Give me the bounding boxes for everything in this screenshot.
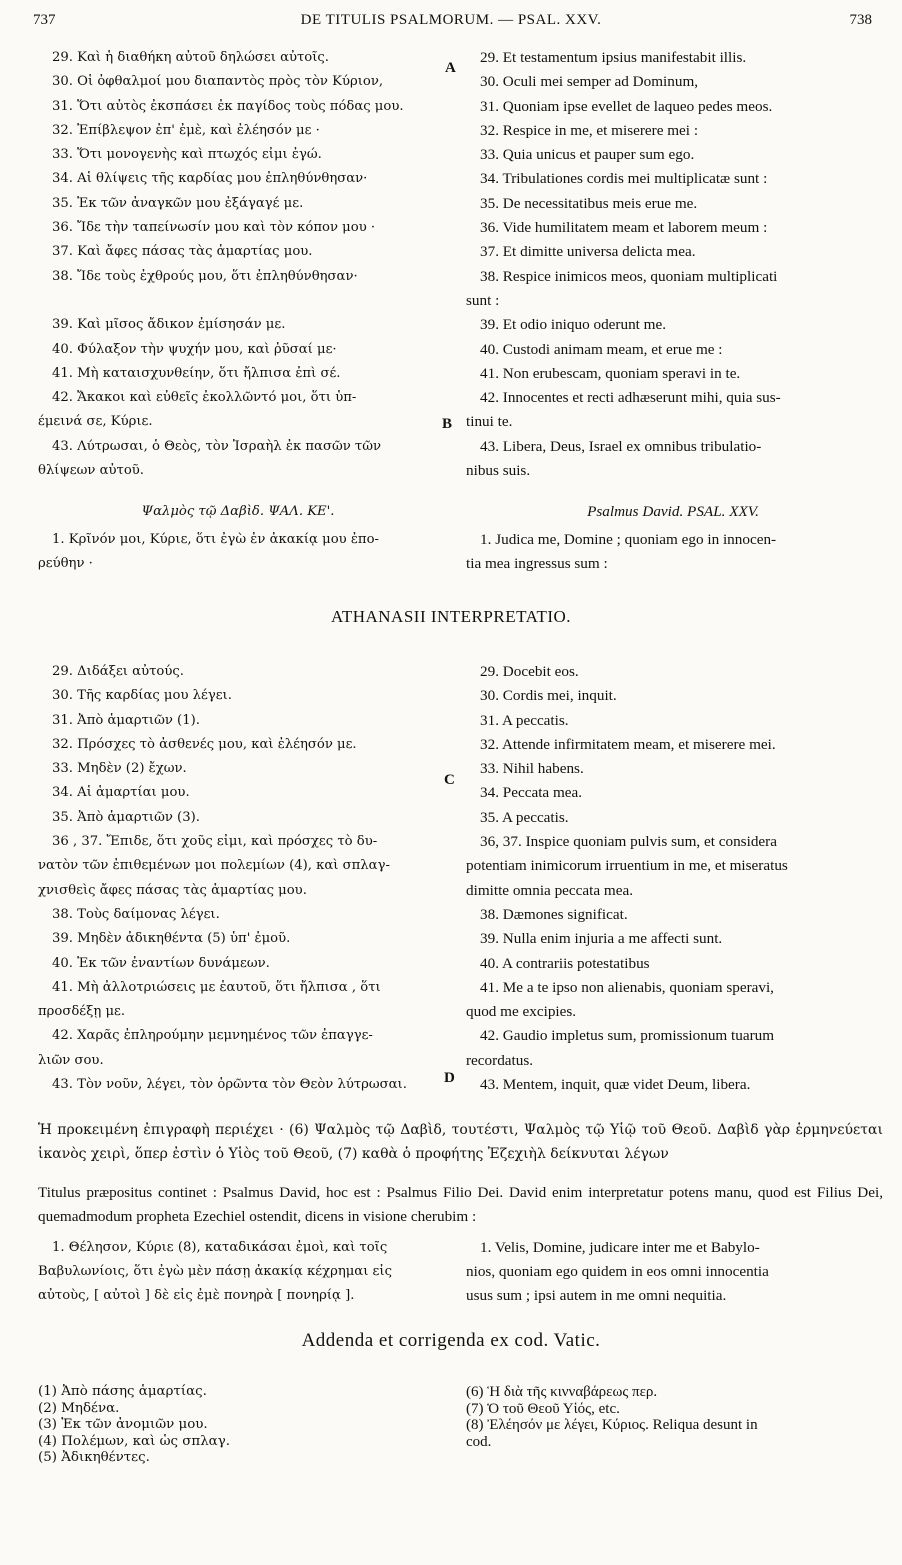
text-line: 43. Λύτρωσαι, ὁ Θεὸς, τὸν Ἰσραὴλ ἐκ πασῶν τῶν: [52, 438, 381, 454]
text-line: 32. Attende infirmitatem meam, et miserere mei.: [480, 735, 776, 753]
text-line: 34. Αἱ θλίψεις τῆς καρδίας μου ἐπληθύνθησαν·: [52, 171, 368, 187]
text-line: 32. Πρόσχες τὸ ἀσθενές μου, καὶ ἐλέησόν με.: [52, 736, 357, 752]
text-line: 43. Libera, Deus, Israel ex omnibus tribulatio-: [480, 437, 762, 455]
text-line: 35. Ἀπὸ ἁμαρτιῶν (3).: [52, 809, 200, 825]
text-line: 43. Τὸν νοῦν, λέγει, τὸν ὁρῶντα τὸν Θεὸν λύτρωσαι.: [52, 1077, 407, 1093]
interpretation-greek-column: [38, 660, 438, 1097]
text-line: nibus suis.: [466, 462, 531, 480]
text-line: 32. Ἐπίβλεψον ἐπ' ἐμὲ, καὶ ἐλέησόν με ·: [52, 122, 320, 138]
section-title: ATHANASII INTERPRETATIO.: [330, 607, 572, 626]
margin-marker-b: B: [442, 416, 453, 432]
text-line: 39. Et odio iniquo oderunt me.: [480, 316, 667, 334]
text-line: (4) Πολέμων, καὶ ὡς σπλαγ.: [38, 1433, 230, 1449]
text-line: (1) Ἀπὸ πάσης ἁμαρτίας.: [38, 1384, 207, 1399]
text-line: 40. Custodi animam meam, et erue me :: [480, 340, 723, 358]
addenda-title: Addenda et corrigenda ex cod. Vatic.: [301, 1330, 601, 1351]
text-line: 42. Ἄκακοι καὶ εὐθεῖς ἐκολλῶντό μοι, ὅτι ὑπ-: [52, 390, 357, 406]
text-line: 34. Tribulationes cordis mei multiplicatæ sunt :: [480, 170, 768, 188]
text-line: 1. Θέλησον, Κύριε (8), καταδικάσαι ἐμοὶ, καὶ τοῖς: [52, 1240, 388, 1255]
text-line: έμεινά σε, Κύριε.: [38, 414, 153, 430]
text-line: [38, 289, 438, 313]
text-line: 40. Ἐκ τῶν ἐναντίων δυνάμεων.: [52, 955, 270, 971]
margin-marker-d: D: [444, 1070, 455, 1086]
text-line: (8) Ἐλέησόν με λέγει, Κύριος. Reliqua desunt in: [466, 1417, 758, 1433]
text-line: 37. Καὶ ἄφες πάσας τὰς ἁμαρτίας μου.: [52, 244, 313, 260]
text-line: 33. Nihil habens.: [480, 760, 584, 778]
text-line: 41. Me a te ipso non alienabis, quoniam speravi,: [480, 978, 774, 996]
text-line: 31. Quoniam ipse evellet de laqueo pedes meos.: [480, 97, 773, 115]
text-line: 40. Φύλαξον τὴν ψυχήν μου, καὶ ῥῦσαί με·: [52, 341, 337, 357]
text-line: 34. Peccata mea.: [480, 784, 583, 802]
text-line: 1. Judica me, Domine ; quoniam ego in innocen-: [480, 531, 777, 548]
text-line: 37. Et dimitte universa delicta mea.: [480, 243, 696, 261]
text-line: 30. Oculi mei semper ad Dominum,: [480, 73, 699, 91]
text-line: 31. Ἀπὸ ἁμαρτιῶν (1).: [52, 712, 200, 728]
text-line: (2) Μηδένα.: [38, 1400, 120, 1416]
margin-marker-a: A: [445, 60, 456, 76]
running-title: DE TITULIS PSALMORUM. — PSAL. XXV.: [300, 12, 602, 28]
text-line: 42. Χαρᾶς ἐπληρούμην μεμνημένος τῶν ἐπαγγε-: [52, 1028, 373, 1044]
text-line: 30. Τῆς καρδίας μου λέγει.: [52, 688, 232, 704]
text-line: dimitte omnia peccata mea.: [466, 881, 633, 899]
text-line: 1. Velis, Domine, judicare inter me et Babylo-: [480, 1239, 760, 1256]
psalm-latin-column: [466, 46, 880, 483]
final-verse-greek: [38, 1236, 438, 1308]
text-line: 42. Gaudio impletus sum, promissionum tuarum: [480, 1027, 775, 1045]
page-number-left: 737: [33, 12, 56, 28]
text-line: χνισθεὶς ἄφες πάσας τὰς ἁμαρτίας μου.: [38, 882, 307, 898]
text-line: 38. Dæmones significat.: [480, 905, 628, 923]
text-line: 38. Respice inimicos meos, quoniam multiplicati: [480, 267, 778, 285]
final-verse-latin: [466, 1236, 880, 1308]
footnotes-right: [466, 1384, 880, 1450]
text-line: 33. Μηδὲν (2) ἔχων.: [52, 761, 187, 777]
text-line: νατὸν τῶν ἐπιθεμένων μοι πολεμίων (4), καὶ σπλαγ-: [38, 858, 390, 874]
text-line: 39. Nulla enim injuria a me affecti sunt.: [480, 930, 723, 948]
text-line: 32. Respice in me, et miserere mei :: [480, 121, 699, 139]
text-line: 36. Vide humilitatem meam et laborem meum :: [480, 219, 768, 237]
interpretation-latin-column: [466, 660, 880, 1097]
text-line: 36 , 37. Ἔπιδε, ὅτι χοῦς εἰμι, καὶ πρόσχες τὸ δυ-: [52, 834, 378, 850]
text-line: (3) Ἐκ τῶν ἀνομιῶν μου.: [38, 1417, 208, 1432]
text-line: 33. Ὅτι μονογενὴς καὶ πτωχός εἰμι ἐγώ.: [52, 147, 322, 163]
text-line: αὐτοὺς, [ αὐτοὶ ] δὲ εἰς ἐμὲ πονηρὰ [ πονηρίᾳ ].: [38, 1288, 355, 1303]
text-line: ρεύθην ·: [38, 556, 93, 572]
psalm-verse-greek: [38, 528, 438, 577]
text-line: 33. Quia unicus et pauper sum ego.: [480, 146, 695, 164]
text-line: potentiam inimicorum irruentium in me, et miseratus: [466, 857, 788, 875]
margin-marker-c: C: [444, 772, 455, 788]
page-number-right: 738: [849, 12, 872, 28]
text-line: 35. De necessitatibus meis erue me.: [480, 194, 698, 212]
text-line: cod.: [466, 1433, 492, 1450]
text-line: 38. Τοὺς δαίμονας λέγει.: [52, 906, 220, 922]
psalm-title-greek: Ψαλμὸς τῷ Δαβὶδ. ΨΑΛ. ΚΕ'.: [141, 504, 335, 519]
text-line: usus sum ; ipsi autem in me omni nequitia.: [466, 1287, 727, 1304]
text-line: 40. A contrariis potestatibus: [480, 954, 650, 972]
footnotes-left: [38, 1384, 438, 1467]
text-line: 42. Innocentes et recti adhæserunt mihi, quia sus-: [480, 389, 781, 407]
text-line: (7) Ὁ τοῦ Θεοῦ Υἱός, etc.: [466, 1400, 620, 1417]
text-line: λιῶν σου.: [38, 1052, 104, 1068]
psalm-greek-column: [38, 46, 438, 483]
text-line: quod me excipies.: [466, 1003, 577, 1021]
text-line: sunt :: [466, 291, 500, 309]
text-line: (6) Ἡ διὰ τῆς κινναβάρεως περ.: [466, 1384, 658, 1400]
text-line: 36, 37. Inspice quoniam pulvis sum, et considera: [480, 833, 777, 851]
text-line: (5) Ἀδικηθέντες.: [38, 1450, 150, 1465]
text-line: θλίψεων αὐτοῦ.: [38, 463, 144, 479]
text-line: 36. Ἴδε τὴν ταπείνωσίν μου καὶ τὸν κόπον μου ·: [52, 220, 376, 236]
text-line: 38. Ἴδε τοὺς ἐχθρούς μου, ὅτι ἐπληθύνθησαν·: [52, 268, 358, 284]
text-line: 41. Μὴ ἀλλοτριώσεις με ἑαυτοῦ, ὅτι ἤλπισα , ὅτι: [52, 979, 381, 995]
text-line: 41. Μὴ καταισχυνθείην, ὅτι ἤλπισα ἐπὶ σέ.: [52, 365, 341, 381]
text-line: 39. Μηδὲν ἀδικηθέντα (5) ὑπ' ἐμοῦ.: [52, 931, 291, 947]
text-line: 41. Non erubescam, quoniam speravi in te.: [480, 364, 741, 382]
text-line: 35. Ἐκ τῶν ἀναγκῶν μου ἐξάγαγέ με.: [52, 195, 304, 211]
text-line: 39. Καὶ μῖσος ἄδικον ἐμίσησάν με.: [52, 317, 286, 333]
text-line: 29. Et testamentum ipsius manifestabit illis.: [480, 49, 747, 66]
text-line: 29. Διδάξει αὐτούς.: [52, 664, 184, 679]
text-line: recordatus.: [466, 1051, 534, 1069]
text-line: 34. Αἱ ἁμαρτίαι μου.: [52, 785, 190, 801]
text-line: 29. Docebit eos.: [480, 663, 579, 680]
text-line: 35. A peccatis.: [480, 808, 569, 826]
psalm-title-latin: Psalmus David. PSAL. XXV.: [587, 503, 759, 520]
text-line: tinui te.: [466, 413, 513, 431]
greek-paragraph: Ἡ προκειμένη ἐπιγραφὴ περιέχει · (6) Ψαλμὸς τῷ Δαβὶδ, τουτέστι, Ψαλμὸς τῷ Υἱῷ τοῦ Θεοῦ. Δαβὶδ γὰρ ἑρμηνεύεται ἱκανὸς χειρὶ, ὅπερ ἐστὶν ὁ Υἱὸς τοῦ Θεοῦ, (7) καθὰ ὁ προφήτης Ἐζεχιὴλ δείκνυται λέγων: [38, 1122, 883, 1162]
text-line: 43. Mentem, inquit, quæ videt Deum, libera.: [480, 1076, 751, 1094]
psalm-verse-latin: [466, 528, 880, 577]
text-line: tia mea ingressus sum :: [466, 555, 608, 573]
text-line: 30. Οἱ ὀφθαλμοί μου διαπαντὸς πρὸς τὸν Κύριον,: [52, 74, 384, 90]
text-line: προσδέξῃ με.: [38, 1004, 126, 1020]
text-line: Βαβυλωνίοις, ὅτι ἐγὼ μὲν πάσῃ ἀκακίᾳ κέχρημαι εἰς: [38, 1264, 392, 1279]
text-line: 31. Ὅτι αὐτὸς ἐκσπάσει ἐκ παγίδος τοὺς πόδας μου.: [52, 98, 404, 114]
latin-paragraph: Titulus præpositus continet : Psalmus David, hoc est : Psalmus Filio Dei. David enim interpretatur potens manu, quod est Filius Dei, quemadmodum propheta Ezechiel ostendit, dicens in visione cherubim :: [38, 1184, 883, 1225]
text-line: 1. Κρῖνόν μοι, Κύριε, ὅτι ἐγὼ ἐν ἀκακίᾳ μου ἐπο-: [52, 532, 379, 547]
text-line: 29. Καὶ ἡ διαθήκη αὐτοῦ δηλώσει αὐτοῖς.: [52, 50, 329, 65]
text-line: 31. A peccatis.: [480, 711, 569, 729]
text-line: 30. Cordis mei, inquit.: [480, 687, 617, 705]
text-line: nios, quoniam ego quidem in eos omni innocentia: [466, 1263, 769, 1280]
